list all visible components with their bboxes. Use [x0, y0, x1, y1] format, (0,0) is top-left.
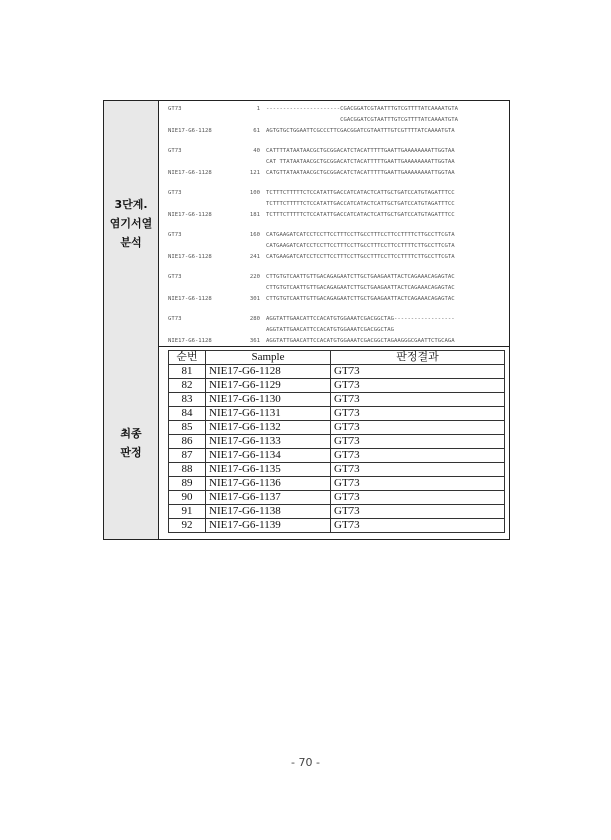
alignment-seq: CTTGTGTCAATTGTTGACAGAGAATCTTGCTGAAGAATTACTCAGAAACAGAGTAC — [266, 274, 455, 280]
alignment-seq: ----------------------CGACGGATCGTAATTTGTCGTTTTATCAAAATGTA — [266, 106, 458, 112]
label-line: 판정 — [120, 445, 142, 459]
sequence-analysis-label — [110, 195, 153, 252]
cell-sample: NIE17-G6-1136 — [206, 477, 331, 491]
table-row — [169, 421, 505, 435]
table-header-row — [169, 351, 505, 365]
cell-result: GT73 — [331, 477, 505, 491]
table-row — [169, 463, 505, 477]
judgment-table — [168, 350, 505, 533]
col-header-number: 순번 — [169, 351, 206, 365]
alignment-num: 40 — [253, 148, 260, 154]
alignment-name: NIE17-G6-1128 — [168, 170, 212, 176]
cell-sample: NIE17-G6-1130 — [206, 393, 331, 407]
page-number: - 70 - — [291, 756, 320, 769]
alignment-seq: CTTGTGTCAATTGTTGACAGAGAATCTTGCTGAAGAATTACTCAGAAACAGAGTAC — [266, 296, 455, 302]
cell-number: 83 — [169, 393, 206, 407]
alignment-seq: CATGTTATAATAACGCTGCGGACATCTACATTTTTGAATTGAAAAAAAATTGGTAA — [266, 170, 455, 176]
alignment-seq: CATGAAGATCATCCTCCTTCCTTTCCTTGCCTTTCCTTCCTTTTCTTGCCTTCGTA — [266, 232, 455, 238]
alignment-num: 100 — [249, 190, 260, 196]
table-row — [169, 379, 505, 393]
alignment-num: 160 — [249, 232, 260, 238]
alignment-num: 181 — [249, 212, 260, 218]
cell-number: 82 — [169, 379, 206, 393]
alignment-name: GT73 — [168, 316, 182, 322]
alignment-name: NIE17-G6-1128 — [168, 254, 212, 260]
table-row — [169, 491, 505, 505]
label-line: 염기서열 — [109, 217, 153, 230]
alignment-num: 61 — [253, 128, 260, 134]
label-line: 분석 — [120, 236, 142, 249]
final-judgment-label-cell — [104, 346, 159, 539]
table-row — [169, 435, 505, 449]
sequence-analysis-section — [104, 101, 509, 347]
col-header-result: 판정결과 — [331, 351, 505, 365]
alignment-name: GT73 — [168, 148, 182, 154]
alignment-seq: CATTTTATAATAACGCTGCGGACATCTACATTTTTGAATTGAAAAAAAATTGGTAA — [266, 148, 455, 154]
cell-number: 88 — [169, 463, 206, 477]
cell-sample: NIE17-G6-1129 — [206, 379, 331, 393]
cell-number: 91 — [169, 505, 206, 519]
alignment-num: 361 — [249, 338, 260, 344]
table-row — [169, 477, 505, 491]
cell-number: 81 — [169, 365, 206, 379]
alignment-name: GT73 — [168, 274, 182, 280]
alignment-seq: CATGAAGATCATCCTCCTTCCTTTCCTTGCCTTTCCTTCCTTTTCTTGCCTTCGTA — [266, 243, 455, 249]
cell-result: GT73 — [331, 449, 505, 463]
table-row — [169, 407, 505, 421]
final-judgment-label — [120, 424, 141, 462]
table-row — [169, 449, 505, 463]
table-row — [169, 519, 505, 533]
cell-result: GT73 — [331, 519, 505, 533]
cell-result: GT73 — [331, 435, 505, 449]
cell-result: GT73 — [331, 463, 505, 477]
table-row — [169, 393, 505, 407]
cell-sample: NIE17-G6-1133 — [206, 435, 331, 449]
alignment-num: 280 — [249, 316, 260, 322]
alignment-name: GT73 — [168, 232, 182, 238]
cell-result: GT73 — [331, 393, 505, 407]
sequence-analysis-label-cell — [104, 101, 159, 346]
cell-number: 92 — [169, 519, 206, 533]
alignment-name: NIE17-G6-1128 — [168, 296, 212, 302]
cell-number: 85 — [169, 421, 206, 435]
alignment-name: GT73 — [168, 106, 182, 112]
cell-number: 87 — [169, 449, 206, 463]
cell-sample: NIE17-G6-1138 — [206, 505, 331, 519]
cell-sample: NIE17-G6-1135 — [206, 463, 331, 477]
cell-sample: NIE17-G6-1131 — [206, 407, 331, 421]
alignment-seq: AGGTATTGAACATTCCACATGTGGAAATCGACGGCTAG------------------ — [266, 316, 455, 322]
alignment-seq: TCTTTCTTTTTCTCCATATTGACCATCATACTCATTGCTGATCCATGTAGATTTCC — [266, 212, 455, 218]
analysis-box — [103, 100, 510, 540]
cell-result: GT73 — [331, 505, 505, 519]
table-row — [169, 505, 505, 519]
cell-result: GT73 — [331, 407, 505, 421]
alignment-seq: CTTGTGTCAATTGTTGACAGAGAATCTTGCTGAAGAATTACTCAGAAACAGAGTAC — [266, 285, 455, 291]
alignment-seq: AGTGTGCTGGAATTCGCCCTTCGACGGATCGTAATTTGTCGTTTTATCAAAATGTA — [266, 128, 455, 134]
label-line: 3단계. — [114, 198, 148, 211]
cell-sample: NIE17-G6-1132 — [206, 421, 331, 435]
alignment-num: 301 — [249, 296, 260, 302]
alignment-num: 121 — [249, 170, 260, 176]
cell-sample: NIE17-G6-1134 — [206, 449, 331, 463]
cell-sample: NIE17-G6-1137 — [206, 491, 331, 505]
cell-number: 84 — [169, 407, 206, 421]
alignment-seq: CGACGGATCGTAATTTGTCGTTTTATCAAAATGTA — [266, 117, 458, 123]
alignment-seq: TCTTTCTTTTTCTCCATATTGACCATCATACTCATTGCTGATCCATGTAGATTTCC — [266, 190, 455, 196]
alignment-seq: TCTTTCTTTTTCTCCATATTGACCATCATACTCATTGCTGATCCATGTAGATTTCC — [266, 201, 455, 207]
alignment-seq: AGGTATTGAACATTCCACATGTGGAAATCGACGGCTAGAAGGGCGAATTCTGCAGA — [266, 338, 455, 344]
alignment-name: GT73 — [168, 190, 182, 196]
alignment-name: NIE17-G6-1128 — [168, 212, 212, 218]
cell-sample: NIE17-G6-1128 — [206, 365, 331, 379]
cell-result: GT73 — [331, 491, 505, 505]
alignment-name: NIE17-G6-1128 — [168, 338, 212, 344]
alignment-name: NIE17-G6-1128 — [168, 128, 212, 134]
alignment-num: 241 — [249, 254, 260, 260]
cell-result: GT73 — [331, 365, 505, 379]
final-judgment-section — [104, 346, 509, 539]
alignment-num: 1 — [256, 106, 260, 112]
cell-number: 89 — [169, 477, 206, 491]
alignment-num: 220 — [249, 274, 260, 280]
table-row — [169, 365, 505, 379]
alignment-seq: AGGTATTGAACATTCCACATGTGGAAATCGACGGCTAG — [266, 327, 394, 333]
cell-sample: NIE17-G6-1139 — [206, 519, 331, 533]
label-line: 최종 — [120, 426, 142, 440]
cell-result: GT73 — [331, 379, 505, 393]
alignment-seq: CAT TTATAATAACGCTGCGGACATCTACATTTTTGAATTGAAAAAAAATTGGTAA — [266, 159, 455, 165]
sequence-alignment — [160, 101, 509, 346]
cell-number: 86 — [169, 435, 206, 449]
alignment-seq: CATGAAGATCATCCTCCTTCCTTTCCTTGCCTTTCCTTCCTTTTCTTGCCTTCGTA — [266, 254, 455, 260]
cell-result: GT73 — [331, 421, 505, 435]
cell-number: 90 — [169, 491, 206, 505]
col-header-sample: Sample — [206, 351, 331, 365]
